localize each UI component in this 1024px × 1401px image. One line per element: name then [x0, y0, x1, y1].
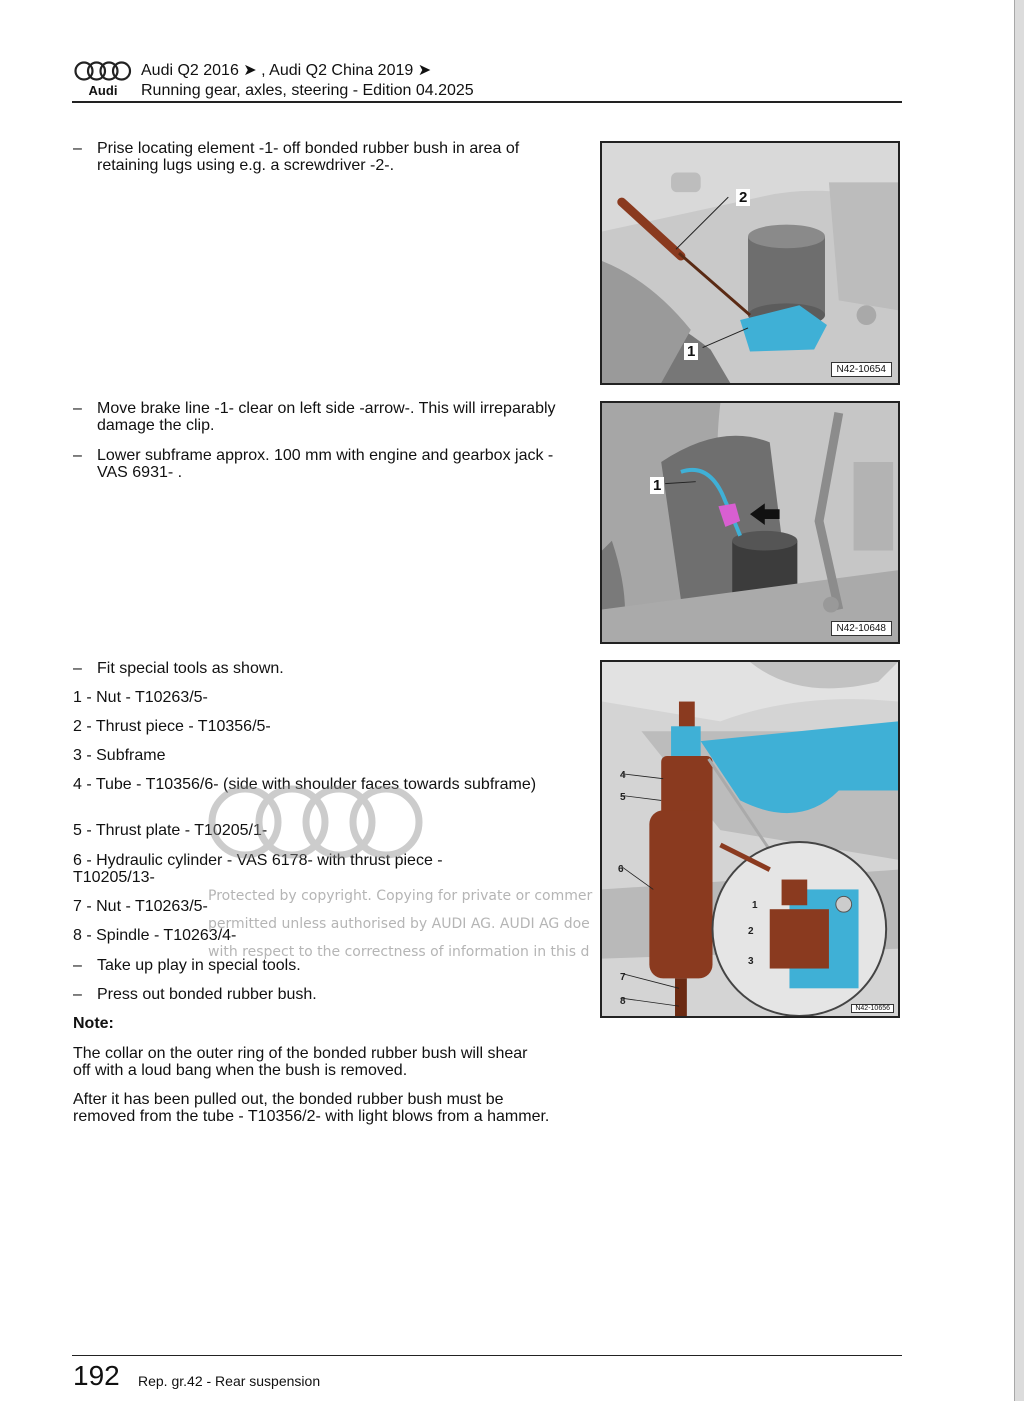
figure1-label-1: 1	[684, 343, 698, 360]
figure3-label-8: 8	[620, 996, 626, 1007]
watermark-audi-rings-icon	[205, 782, 425, 862]
figure2-code: N42-10648	[831, 621, 892, 636]
step-prise-locating-element: Prise locating element -1- off bonded rubber bush in area of retaining lugs using e.g. a screwdriver -2-.	[97, 140, 520, 174]
note-collar: The collar on the outer ring of the bonded rubber bush will shear off with a loud bang when the bush is removed.	[73, 1045, 528, 1079]
page-edge	[1014, 0, 1024, 1401]
step-move-brake-line: Move brake line -1- clear on left side -arrow-. This will irreparably damage the clip.	[97, 400, 556, 434]
note-remove-bush: After it has been pulled out, the bonded rubber bush must be removed from the tube - T10356/2- with light blows from a hammer.	[73, 1091, 550, 1125]
page-number: 192	[73, 1360, 120, 1391]
step-dash: –	[73, 957, 82, 974]
list-item: 3 - Subframe	[73, 747, 166, 764]
figure1-label-2: 2	[736, 189, 750, 206]
step-dash: –	[73, 140, 82, 157]
list-item: 8 - Spindle - T10263/4-	[73, 927, 237, 944]
step-fit-special-tools: Fit special tools as shown.	[97, 660, 284, 677]
figure1-illustration	[602, 143, 898, 383]
header-manual-title: Running gear, axles, steering - Edition 04.2025	[141, 82, 474, 99]
step-dash: –	[73, 400, 82, 417]
list-item: 7 - Nut - T10263/5-	[73, 898, 208, 915]
header-models: Audi Q2 2016 ➤ , Audi Q2 China 2019 ➤	[141, 62, 432, 79]
figure-special-tools	[600, 660, 900, 1018]
figure3-label-2: 2	[748, 926, 754, 937]
figure2-label-1: 1	[650, 477, 664, 494]
figure3-label-3: 3	[748, 956, 754, 967]
figure2-illustration	[602, 403, 898, 642]
footer-rule	[72, 1355, 902, 1356]
list-item: 5 - Thrust plate - T10205/1-	[73, 822, 268, 839]
step-lower-subframe: Lower subframe approx. 100 mm with engine and gearbox jack - VAS 6931- .	[97, 447, 554, 481]
figure3-label-6: 6	[618, 864, 624, 875]
figure3-label-7: 7	[620, 972, 626, 983]
step-dash: –	[73, 660, 82, 677]
step-press-out-bush: Press out bonded rubber bush.	[97, 986, 317, 1003]
step-dash: –	[73, 986, 82, 1003]
footer-chapter: Rep. gr.42 - Rear suspension	[138, 1373, 321, 1389]
list-item: 2 - Thrust piece - T10356/5-	[73, 718, 271, 735]
step-dash: –	[73, 447, 82, 464]
figure-locating-element	[600, 141, 900, 385]
watermark-line-3: with respect to the correctness of information in this d	[208, 944, 590, 960]
figure-brake-line	[600, 401, 900, 644]
figure3-label-5: 5	[620, 792, 626, 803]
step-take-up-play: Take up play in special tools.	[97, 957, 301, 974]
figure3-label-1: 1	[752, 900, 758, 911]
figure1-code: N42-10654	[831, 362, 892, 377]
audi-logo	[74, 60, 132, 100]
figure3-label-4: 4	[620, 770, 626, 781]
figure3-code: N42-10656	[851, 1004, 894, 1013]
list-item: 6 - Hydraulic cylinder - VAS 6178- with thrust piece - T10205/13-	[73, 852, 443, 886]
header-rule	[72, 101, 902, 103]
logo-wordmark: Audi	[88, 83, 118, 98]
list-item: 4 - Tube - T10356/6- (side with shoulder faces towards subframe)	[73, 776, 537, 793]
note-heading: Note:	[73, 1015, 114, 1032]
watermark-line-1: Protected by copyright. Copying for private or commer	[208, 888, 593, 904]
list-item: 1 - Nut - T10263/5-	[73, 689, 208, 706]
watermark-line-2: permitted unless authorised by AUDI AG. AUDI AG doe	[208, 916, 590, 932]
